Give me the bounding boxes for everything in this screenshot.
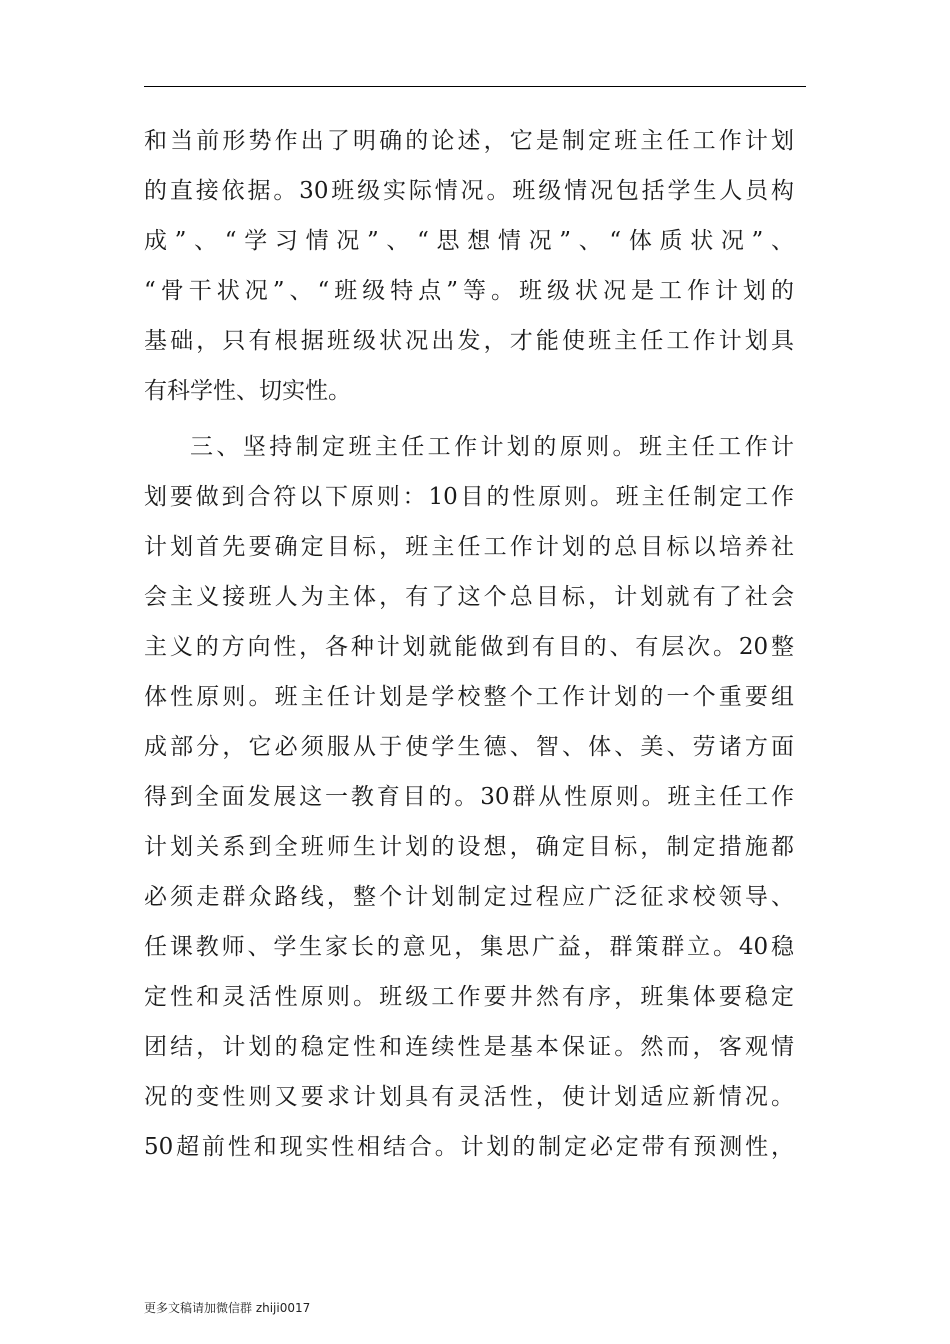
text-line: 计划首先要确定目标，班主任工作计划的总目标以培养社 [144, 534, 794, 560]
text-line: 任课教师、学生家长的意见，集思广益，群策群立。40稳 [144, 934, 794, 960]
text-line: 50超前性和现实性相结合。计划的制定必定带有预测性， [144, 1134, 794, 1160]
text-line: 成部分，它必须服从于使学生德、智、体、美、劳诸方面 [144, 734, 794, 760]
footer-note: 更多文稿请加微信群 zhiji0017 [144, 1301, 311, 1315]
text-line: 必须走群众路线，整个计划制定过程应广泛征求校领导、 [144, 884, 794, 910]
text-line: 会主义接班人为主体，有了这个总目标，计划就有了社会 [144, 584, 794, 610]
text-line: 得到全面发展这一教育目的。30群从性原则。班主任工作 [144, 784, 794, 810]
text-line: 团结，计划的稳定性和连续性是基本保证。然而，客观情 [144, 1034, 794, 1060]
body-text [144, 128, 794, 1184]
text-line: “骨干状况”、“班级特点”等。班级状况是工作计划的 [144, 278, 794, 304]
text-line: 有科学性、切实性。 [144, 378, 351, 404]
text-line: 基础，只有根据班级状况出发，才能使班主任工作计划具 [144, 328, 794, 354]
text-line: 况的变性则又要求计划具有灵活性，使计划适应新情况。 [144, 1084, 794, 1110]
text-line: 和当前形势作出了明确的论述，它是制定班主任工作计划 [144, 128, 794, 154]
text-line: 主义的方向性，各种计划就能做到有目的、有层次。20整 [144, 634, 794, 660]
text-line: 划要做到合符以下原则：10目的性原则。班主任制定工作 [144, 484, 794, 510]
text-line: 计划关系到全班师生计划的设想，确定目标，制定措施都 [144, 834, 794, 860]
text-line: 体性原则。班主任计划是学校整个工作计划的一个重要组 [144, 684, 794, 710]
text-line: 成”、“学习情况”、“思想情况”、“体质状况”、 [144, 228, 794, 254]
text-line: 三、坚持制定班主任工作计划的原则。班主任工作计 [190, 434, 794, 460]
text-line: 的直接依据。30班级实际情况。班级情况包括学生人员构 [144, 178, 794, 204]
text-line: 定性和灵活性原则。班级工作要井然有序，班集体要稳定 [144, 984, 794, 1010]
header-rule [144, 86, 806, 87]
